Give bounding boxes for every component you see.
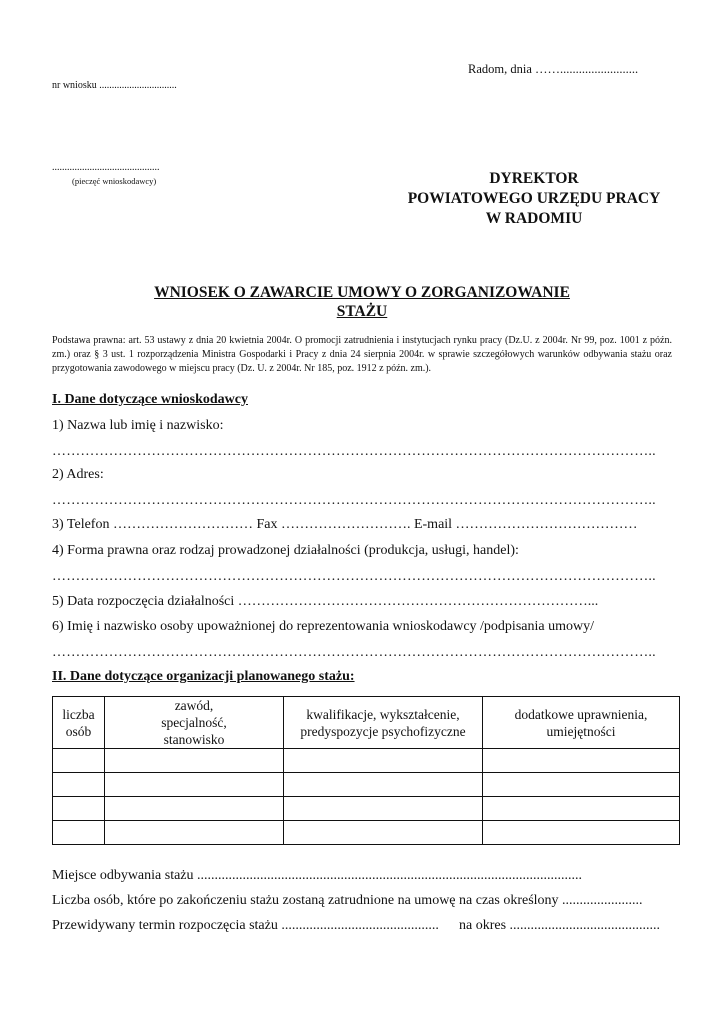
col-count-header: liczba osób [53,697,105,749]
table-cell[interactable] [483,749,680,773]
field-legal-form-line[interactable]: ……………………………………………………………………………………………………………….. [52,569,656,584]
addressee-line2: POWIATOWEGO URZĘDU PRACY [407,190,661,207]
table-cell[interactable] [105,821,284,845]
table-cell[interactable] [483,797,680,821]
field-contact-line[interactable]: 3) Telefon ………………………… Fax ………………………. E-mail ………………………………… [52,517,638,532]
table-cell[interactable] [483,821,680,845]
field-start-date-line[interactable]: 5) Data rozpoczęcia działalności …………………………………………………………………... [52,594,599,609]
addressee-line3: W RADOMIU [485,210,583,227]
application-number: nr wniosku ............................... [52,80,177,91]
table-cell[interactable] [53,749,105,773]
field-address-label: 2) Adres: [52,467,104,482]
field-representative-line[interactable]: ……………………………………………………………………………………………………………….. [52,645,656,660]
table-cell[interactable] [53,773,105,797]
table-cell[interactable] [284,797,483,821]
field-internship-place[interactable]: Miejsce odbywania stażu .............................................................................................................. [52,868,583,883]
table-cell[interactable] [284,749,483,773]
stamp-label: (pieczęć wnioskodawcy) [72,176,157,186]
table-row [53,773,680,797]
col-skills-header: dodatkowe uprawnienia, umiejętności [483,697,680,749]
table-cell[interactable] [105,773,284,797]
field-employed-count[interactable]: Liczba osób, które po zakończeniu stażu zostaną zatrudnione na umowę na czas określony ....................... [52,893,643,908]
table-cell[interactable] [483,773,680,797]
form-title-line2: STAŻU [336,303,388,320]
field-legal-form-label: 4) Forma prawna oraz rodzaj prowadzonej działalności (produkcja, usługi, handel): [52,543,519,558]
table-cell[interactable] [284,773,483,797]
table-cell[interactable] [53,797,105,821]
field-period[interactable]: na okres ........................................... [459,918,661,933]
legal-basis: Podstawa prawna: art. 53 ustawy z dnia 20 kwietnia 2004r. O promocji zatrudnienia i instytucjach rynku pracy (Dz.U. z 2004r. Nr 99, poz. 1001 z późn. zm.) oraz § 3 ust. 1 rozporządzenia Ministra Gospodarki i Pracy z dnia 24 sierpnia 2004r. w sprawie szczegółowych warunków odbywania stażu oraz przygotowania zawodowego w miejscu pracy (Dz. U. z 2004r. Nr 185, poz. 1912 z późn. zm.). [52,335,672,374]
stamp-dots: ........................................... [52,162,160,173]
table-cell[interactable] [105,749,284,773]
table-row [53,797,680,821]
col-qualifications-header: kwalifikacje, wykształcenie, predyspozycje psychofizyczne [284,697,483,749]
field-name-label: 1) Nazwa lub imię i nazwisko: [52,418,224,433]
table-cell[interactable] [105,797,284,821]
field-name-line[interactable]: ……………………………………………………………………………………………………………….. [52,444,656,459]
table-row [53,821,680,845]
table-header-row [53,697,680,749]
section1-heading: I. Dane dotyczące wnioskodawcy [52,392,248,407]
table-cell[interactable] [53,821,105,845]
field-representative-label: 6) Imię i nazwisko osoby upoważnionej do reprezentowania wnioskodawcy /podpisania umowy/ [52,619,594,634]
addressee-line1: DYREKTOR [489,170,579,187]
form-title-line1: WNIOSEK O ZAWARCIE UMOWY O ZORGANIZOWANIE [154,284,570,301]
table-cell[interactable] [284,821,483,845]
place-date: Radom, dnia ……......................... [468,62,639,76]
section2-heading: II. Dane dotyczące organizacji planowanego stażu: [52,669,355,684]
col-profession-header: zawód, specjalność, stanowisko [105,697,284,749]
field-address-line[interactable]: ……………………………………………………………………………………………………………….. [52,493,656,508]
table-row [53,749,680,773]
internship-table [52,696,680,845]
field-start-term[interactable]: Przewidywany termin rozpoczęcia stażu ............................................. [52,918,439,933]
